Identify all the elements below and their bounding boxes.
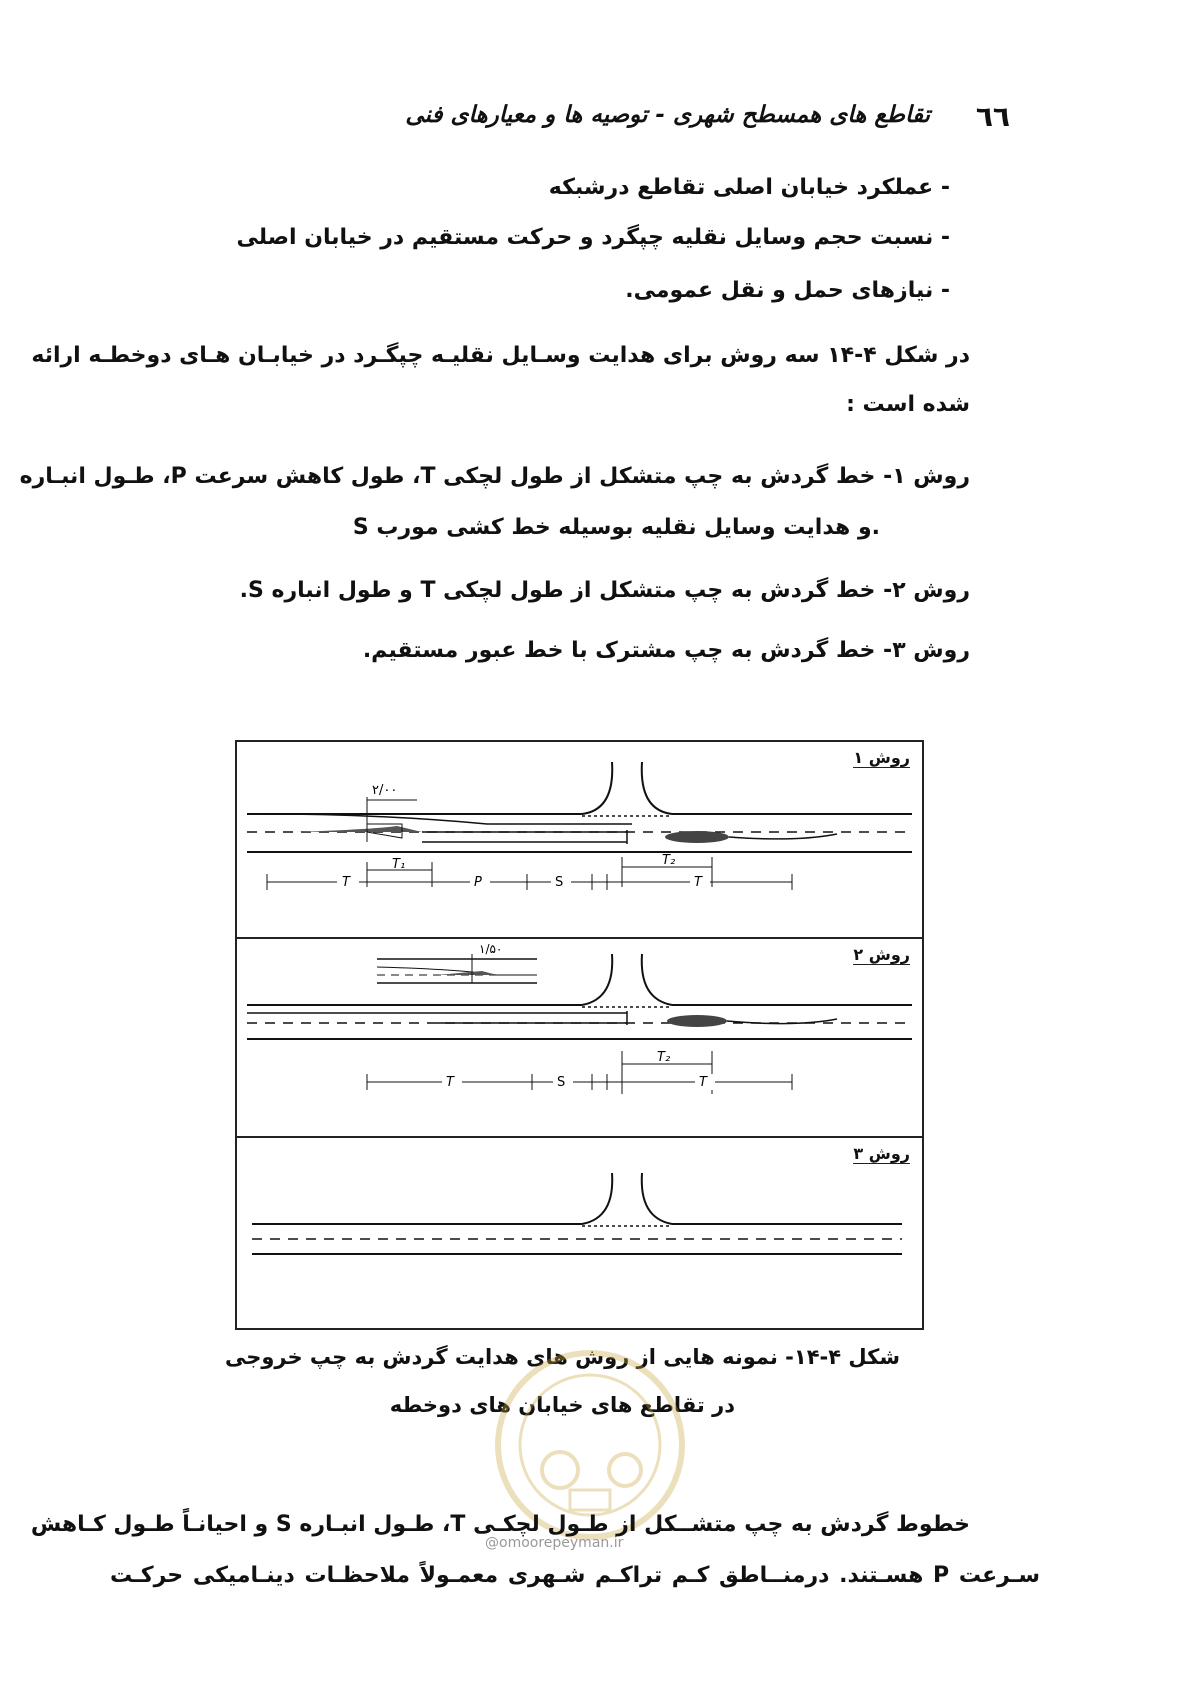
offset-label: ۱/۵۰ bbox=[479, 942, 503, 956]
offset-label: ۲/۰۰ bbox=[372, 783, 398, 798]
dim-label: T bbox=[699, 1075, 707, 1090]
figure-panel-method-3 bbox=[237, 1138, 922, 1328]
dim-label: S bbox=[555, 875, 564, 890]
method-2-diagram bbox=[237, 939, 922, 1136]
panel-label: روش ۳ bbox=[853, 1144, 910, 1163]
dim-label: T₂ bbox=[657, 1050, 671, 1065]
running-title: تقاطع های همسطح شهری - توصیه ها و معیارهای فنی bbox=[405, 102, 930, 128]
panel-label: روش ۲ bbox=[853, 945, 910, 964]
dim-label: T₁ bbox=[392, 857, 406, 872]
dim-label: T₂ bbox=[662, 853, 676, 868]
bullet-item: - نیازهای حمل و نقل عمومی. bbox=[625, 278, 950, 303]
method-1-line: S و هدایت وسایل نقلیه بوسیله خط کشی مورب. bbox=[352, 515, 880, 540]
method-2-line: روش ۲- خط گردش به چپ متشکل از طول لچکی T و طول انباره S. bbox=[239, 578, 970, 603]
dim-label: T bbox=[446, 1075, 454, 1090]
page-header bbox=[405, 100, 1010, 140]
closing-line: سـرعت P هسـتند. درمنــاطق کـم تراکـم شـهری معمـولاً ملاحظـات دینـامیکی حرکـت bbox=[110, 1563, 1040, 1588]
intro-line: شده است : bbox=[846, 392, 970, 417]
figure-caption-line: شکل ۴-۱۴- نمونه هایی از روش های هدایت گردش به چپ خروجی bbox=[224, 1345, 900, 1369]
closing-line: خطوط گردش به چپ متشــکل از طـول لچکـی T، طـول انبـاره S و احیانـاً طـول کـاهش bbox=[30, 1512, 970, 1537]
dim-label: T bbox=[694, 875, 702, 890]
dim-label: T bbox=[342, 875, 350, 890]
method-3-diagram bbox=[237, 1138, 922, 1328]
method-1-diagram bbox=[237, 742, 922, 937]
figure-caption-line: در تقاطع های خیابان های دوخطه bbox=[389, 1393, 735, 1417]
method-3-line: روش ۳- خط گردش به چپ مشترک با خط عبور مستقیم. bbox=[362, 638, 970, 663]
figure-panel-method-2 bbox=[237, 939, 922, 1138]
watermark-text: @omoorepeyman.ir bbox=[485, 1535, 624, 1551]
figure-panel-method-1 bbox=[237, 742, 922, 939]
dim-label: S bbox=[557, 1075, 566, 1090]
method-1-line: روش ۱- خط گردش به چپ متشکل از طول لچکی T، طول کاهش سرعت P، طـول انبـاره bbox=[19, 464, 970, 489]
bullet-item: - عملکرد خیابان اصلی تقاطع درشبکه bbox=[548, 175, 950, 200]
dim-label: P bbox=[474, 875, 482, 890]
figure-left-turn-methods bbox=[235, 740, 924, 1330]
bullet-item: - نسبت حجم وسایل نقلیه چپگرد و حرکت مستقیم در خیابان اصلی bbox=[236, 225, 950, 250]
panel-label: روش ۱ bbox=[853, 748, 910, 767]
intro-line: در شکل ۴-۱۴ سه روش برای هدایت وسـایل نقلیـه چپگـرد در خیابـان هـای دوخطـه ارائه bbox=[31, 343, 970, 368]
page-number: ٦٦ bbox=[975, 100, 1010, 133]
